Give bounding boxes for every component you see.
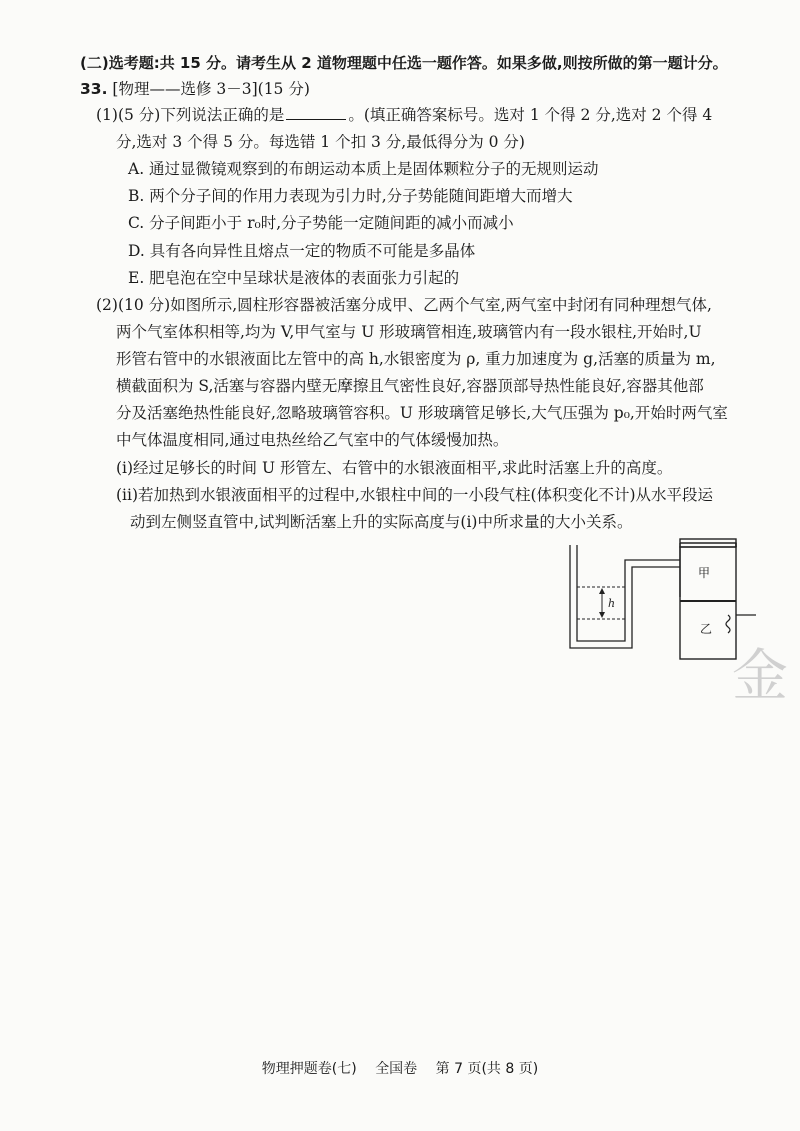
part1-instructions: 。(填正确答案标号。选对 1 个得 2 分,选对 2 个得 4: [348, 106, 713, 124]
h-arrow-up: [599, 588, 605, 594]
chamber-jia-label: 甲: [698, 566, 711, 580]
part1-intro-text: (1)(5 分)下列说法正确的是: [96, 106, 285, 124]
sub-question-ii: (ii)若加热到水银液面相平的过程中,水银柱中间的一小段气柱(体积变化不计)从水平段运: [116, 486, 714, 504]
watermark-seal: 金: [732, 644, 788, 709]
u-tube: [570, 545, 680, 648]
question-number: 33.: [80, 80, 108, 98]
question-title: [物理——选修 3－3](15 分): [112, 80, 310, 98]
part1-intro: [96, 104, 712, 126]
mercury-column: [577, 619, 625, 641]
part2-line-6: 中气体温度相同,通过电热丝给乙气室中的气体缓慢加热。: [116, 431, 509, 449]
option-e: E. 肥皂泡在空中呈球状是液体的表面张力引起的: [128, 269, 460, 287]
part2-line-5: 分及活塞绝热性能良好,忽略玻璃管容积。U 形玻璃管足够长,大气压强为 p₀,开始时两气室: [116, 404, 728, 422]
option-a: A. 通过显微镜观察到的布朗运动本质上是固体颗粒分子的无规则运动: [128, 160, 599, 178]
footer-page-number: 第 7 页(共 8 页): [435, 1061, 539, 1077]
footer-paper-name: 物理押题卷(七): [261, 1061, 357, 1077]
part2-line-1: (2)(10 分)如图所示,圆柱形容器被活塞分成甲、乙两个气室,两气室中封闭有同种理想气体,: [96, 296, 712, 314]
h-label: h: [608, 597, 616, 610]
answer-blank: [286, 105, 346, 120]
sub-question-i: (i)经过足够长的时间 U 形管左、右管中的水银液面相平,求此时活塞上升的高度。: [116, 459, 673, 477]
option-b: B. 两个分子间的作用力表现为引力时,分子势能随间距增大而增大: [128, 187, 573, 205]
sub-question-ii-cont: 动到左侧竖直管中,试判断活塞上升的实际高度与(i)中所求量的大小关系。: [130, 513, 633, 531]
option-d: D. 具有各向异性且熔点一定的物质不可能是多晶体: [128, 242, 476, 260]
part2-line-2: 两个气室体积相等,均为 V,甲气室与 U 形玻璃管相连,玻璃管内有一段水银柱,开始时,U: [116, 323, 702, 341]
chamber-yi-label: 乙: [700, 622, 713, 636]
option-c: C. 分子间距小于 r₀时,分子势能一定随间距的减小而减小: [128, 214, 514, 232]
heating-wire-icon: [726, 615, 730, 633]
part2-line-3: 形管右管中的水银液面比左管中的高 h,水银密度为 ρ, 重力加速度为 g,活塞的质量为 m,: [116, 350, 716, 368]
part1-instructions-cont: 分,选对 3 个得 5 分。每选错 1 个扣 3 分,最低得分为 0 分): [116, 133, 525, 151]
part2-line-4: 横截面积为 S,活塞与容器内壁无摩擦且气密性良好,容器顶部导热性能良好,容器其他部: [116, 377, 704, 395]
footer-scope: 全国卷: [375, 1061, 418, 1077]
container-body: [680, 547, 736, 659]
u-tube-container-diagram: [562, 535, 800, 710]
question-33-title: [80, 78, 310, 100]
h-arrow-down: [599, 612, 605, 618]
page-footer: [0, 1058, 800, 1078]
section-header: (二)选考题:共 15 分。请考生从 2 道物理题中任选一题作答。如果多做,则按所做的第一题计分。: [80, 54, 728, 72]
